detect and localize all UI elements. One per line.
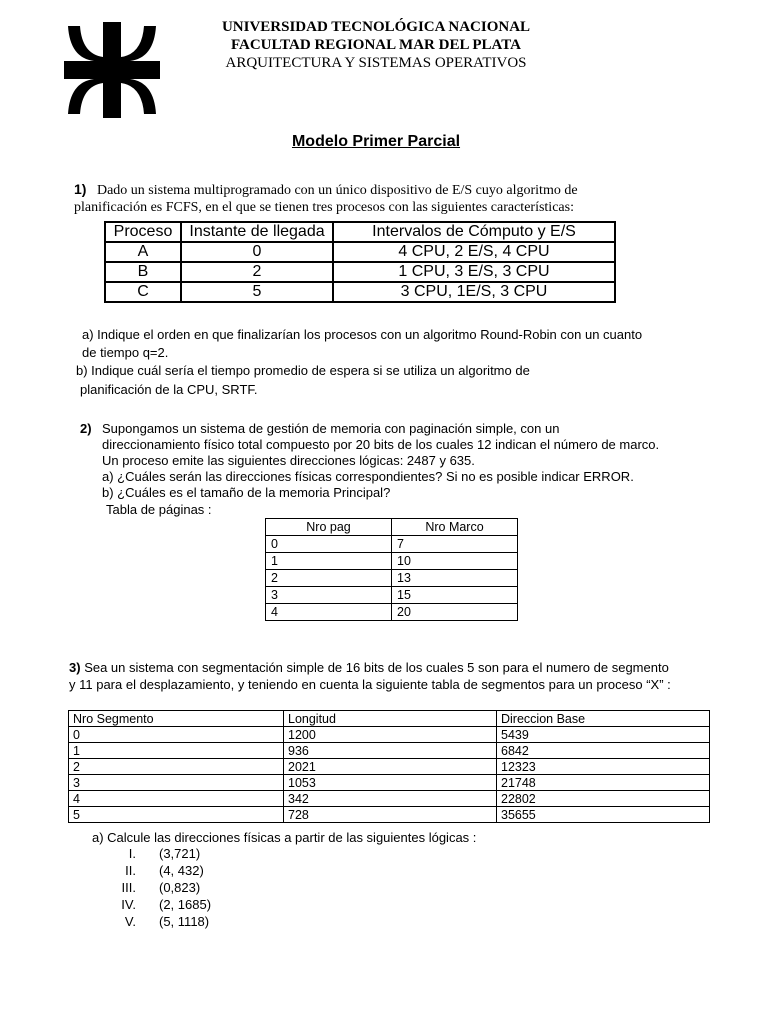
- list-item-value: (4, 432): [159, 863, 204, 878]
- q3-line1: [69, 659, 669, 677]
- table-cell: 1200: [284, 727, 497, 743]
- table-cell: 2: [181, 262, 333, 282]
- list-item-number: III.: [121, 880, 136, 895]
- university-logo: [64, 22, 160, 118]
- course-name: ARQUITECTURA Y SISTEMAS OPERATIVOS: [225, 55, 527, 71]
- segment-table: [68, 710, 710, 823]
- table-cell: 21748: [497, 775, 710, 791]
- table-cell: B: [105, 262, 181, 282]
- q1-line2: planificación es FCFS, en el que se tienen tres procesos con las siguientes características:: [74, 200, 574, 215]
- q3-text-1: Sea un sistema con segmentación simple de 16 bits de los cuales 5 son para el numero de segmento: [84, 660, 669, 675]
- q1-part-a-line2: de tiempo q=2.: [82, 345, 169, 360]
- faculty-name: FACULTAD REGIONAL MAR DEL PLATA: [230, 37, 522, 53]
- table-header-row: [105, 222, 615, 242]
- table-row: [266, 553, 518, 570]
- table-row: [69, 791, 710, 807]
- list-item-value: (3,721): [159, 846, 201, 861]
- table-cell: 1053: [284, 775, 497, 791]
- table-cell: 728: [284, 807, 497, 823]
- table-cell: 5439: [497, 727, 710, 743]
- table-row: [266, 604, 518, 621]
- table-row: [69, 759, 710, 775]
- table-cell: 5: [69, 807, 284, 823]
- process-table: [104, 221, 616, 303]
- table-cell: 4: [69, 791, 284, 807]
- q3-line2: y 11 para el desplazamiento, y teniendo en cuenta la siguiente tabla de segmentos para un proceso “X” :: [69, 677, 671, 692]
- table-row: [105, 262, 615, 282]
- q1-part-b-line1: b) Indique cuál sería el tiempo promedio de espera si se utiliza un algoritmo de: [76, 363, 530, 378]
- table-row: [266, 570, 518, 587]
- q1-text-1: Dado un sistema multiprogramado con un único dispositivo de E/S cuyo algoritmo de: [96, 183, 578, 198]
- list-item-number: IV.: [121, 897, 136, 912]
- table-cell: 936: [284, 743, 497, 759]
- q3-number: 3): [69, 660, 81, 675]
- table-cell: 0: [69, 727, 284, 743]
- q2-line1: Supongamos un sistema de gestión de memoria con paginación simple, con un: [102, 421, 560, 436]
- table-cell: 2: [69, 759, 284, 775]
- page-table: [265, 518, 518, 621]
- q1-number: 1): [74, 181, 87, 197]
- list-item-value: (0,823): [159, 880, 201, 895]
- q2-line2: direccionamiento físico total compuesto por 20 bits de los cuales 12 indican el número de marco.: [102, 437, 660, 452]
- table-cell: 0: [181, 242, 333, 262]
- table-header-row: [266, 519, 518, 536]
- column-header: Longitud: [284, 711, 497, 727]
- table-cell: 1 CPU, 3 E/S, 3 CPU: [333, 262, 615, 282]
- table-cell: 20: [392, 604, 518, 621]
- table-cell: 3: [266, 587, 392, 604]
- table-row: [266, 587, 518, 604]
- q2-part-a: a) ¿Cuáles serán las direcciones físicas correspondientes? Si no es posible indicar ERROR.: [102, 469, 634, 484]
- column-header: Nro pag: [266, 519, 392, 536]
- table-cell: 4: [266, 604, 392, 621]
- q1-part-b-line2: planificación de la CPU, SRTF.: [80, 382, 258, 397]
- table-cell: 4 CPU, 2 E/S, 4 CPU: [333, 242, 615, 262]
- table-cell: 35655: [497, 807, 710, 823]
- table-cell: 0: [266, 536, 392, 553]
- column-header: Instante de llegada: [181, 222, 333, 242]
- list-item-number: I.: [128, 846, 136, 861]
- table-row: [105, 282, 615, 302]
- q2-line3: Un proceso emite las siguientes direcciones lógicas: 2487 y 635.: [102, 453, 475, 468]
- table-cell: 5: [181, 282, 333, 302]
- table-cell: 342: [284, 791, 497, 807]
- table-row: [69, 743, 710, 759]
- table-cell: 15: [392, 587, 518, 604]
- university-name: UNIVERSIDAD TECNOLÓGICA NACIONAL: [221, 19, 531, 35]
- column-header: Intervalos de Cómputo y E/S: [333, 222, 615, 242]
- q2-table-label: Tabla de páginas :: [106, 502, 212, 517]
- column-header: Nro Segmento: [69, 711, 284, 727]
- table-row: [105, 242, 615, 262]
- q1-part-a-line1: a) Indique el orden en que finalizarían los procesos con un algoritmo Round-Robin con un cuanto: [82, 327, 643, 342]
- table-row: [69, 775, 710, 791]
- table-cell: 10: [392, 553, 518, 570]
- table-cell: 7: [392, 536, 518, 553]
- column-header: Direccion Base: [497, 711, 710, 727]
- table-cell: 3: [69, 775, 284, 791]
- table-row: [69, 727, 710, 743]
- table-cell: 2021: [284, 759, 497, 775]
- column-header: Nro Marco: [392, 519, 518, 536]
- table-cell: 13: [392, 570, 518, 587]
- q3-part-a: a) Calcule las direcciones físicas a partir de las siguientes lógicas :: [92, 830, 477, 845]
- table-cell: 6842: [497, 743, 710, 759]
- list-item-value: (2, 1685): [159, 897, 212, 912]
- table-cell: 22802: [497, 791, 710, 807]
- table-cell: 1: [266, 553, 392, 570]
- column-header: Proceso: [105, 222, 181, 242]
- table-cell: 2: [266, 570, 392, 587]
- list-item-value: (5, 1118): [159, 914, 210, 929]
- table-row: [69, 807, 710, 823]
- table-cell: 1: [69, 743, 284, 759]
- page-title: Modelo Primer Parcial: [291, 133, 461, 150]
- table-cell: 12323: [497, 759, 710, 775]
- table-cell: A: [105, 242, 181, 262]
- table-cell: 3 CPU, 1E/S, 3 CPU: [333, 282, 615, 302]
- list-item-number: V.: [124, 914, 136, 929]
- list-item-number: II.: [125, 863, 136, 878]
- table-header-row: [69, 711, 710, 727]
- table-row: [266, 536, 518, 553]
- q2-part-b: b) ¿Cuáles es el tamaño de la memoria Principal?: [102, 485, 391, 500]
- q2-number: 2): [80, 421, 92, 436]
- table-cell: C: [105, 282, 181, 302]
